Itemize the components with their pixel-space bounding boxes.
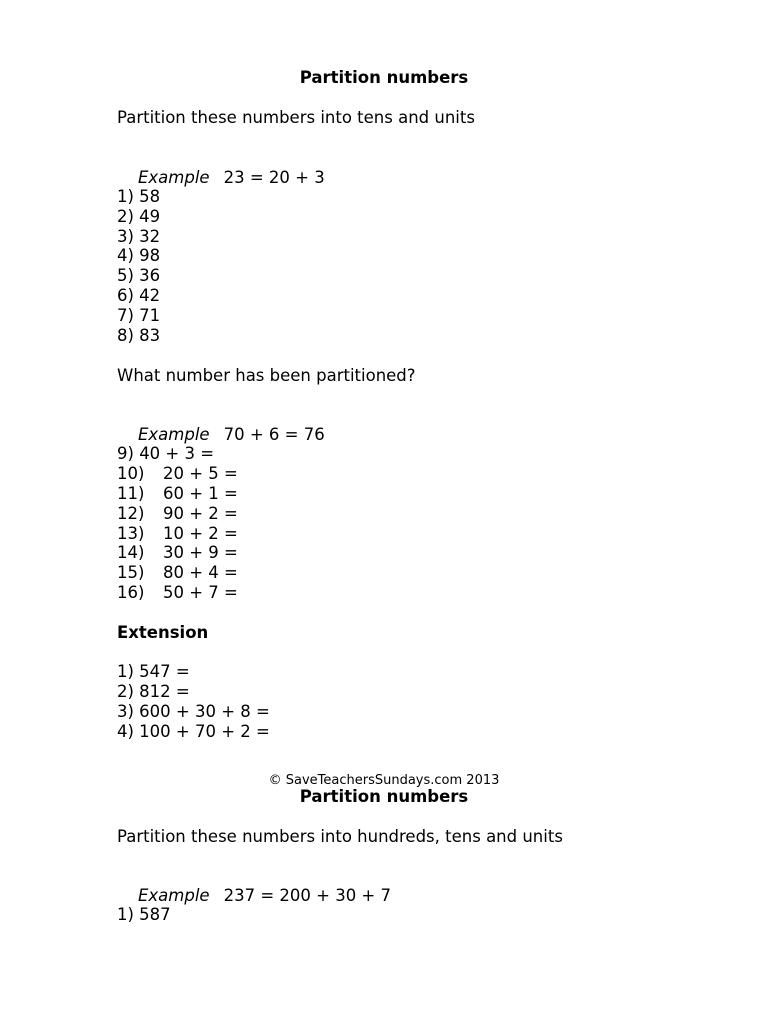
question-number: 16)	[117, 583, 145, 602]
question-expression: 50 + 7 =	[163, 583, 238, 602]
copyright-footer: © SaveTeachersSundays.com 2013	[268, 773, 500, 788]
page-title: Partition numbers	[299, 787, 469, 806]
example-equation: 70 + 6 = 76	[223, 425, 325, 444]
list-item	[117, 464, 238, 484]
list-item: 7) 71	[117, 306, 161, 325]
question-expression: 80 + 4 =	[163, 563, 238, 582]
question-number: 9)	[117, 444, 140, 463]
instruction-text: Partition these numbers into hundreds, tens and units	[117, 827, 563, 846]
list-item	[117, 504, 238, 524]
page-title: Partition numbers	[299, 68, 469, 87]
list-item	[117, 484, 238, 504]
example-label: Example	[137, 425, 210, 444]
example-label: Example	[137, 886, 210, 905]
example-label: Example	[137, 168, 210, 187]
list-item: 3) 32	[117, 227, 161, 246]
list-item: 1) 58	[117, 187, 161, 206]
question-expression: 10 + 2 =	[163, 524, 238, 543]
list-item: 8) 83	[117, 326, 161, 345]
question-number: 10)	[117, 464, 145, 483]
list-item	[117, 524, 238, 544]
list-item	[117, 583, 238, 603]
list-item	[117, 444, 214, 464]
list-item: 2) 49	[117, 207, 161, 226]
list-item: 2) 812 =	[117, 682, 190, 701]
list-item: 6) 42	[117, 286, 161, 305]
extension-heading: Extension	[117, 623, 209, 642]
question-number: 14)	[117, 543, 145, 562]
list-item: 5) 36	[117, 266, 161, 285]
list-item	[117, 543, 238, 563]
question-expression: 20 + 5 =	[163, 464, 238, 483]
example-equation: 23 = 20 + 3	[223, 168, 325, 187]
question-number: 11)	[117, 484, 145, 503]
question-expression: 30 + 9 =	[163, 543, 238, 562]
question-expression: 90 + 2 =	[163, 504, 238, 523]
list-item: 3) 600 + 30 + 8 =	[117, 702, 270, 721]
question-heading: What number has been partitioned?	[117, 366, 416, 385]
list-item: 1) 547 =	[117, 662, 190, 681]
list-item: 4) 98	[117, 246, 161, 265]
example-equation: 237 = 200 + 30 + 7	[223, 886, 392, 905]
question-expression: 40 + 3 =	[139, 444, 215, 463]
list-item: 4) 100 + 70 + 2 =	[117, 722, 270, 741]
question-number: 13)	[117, 524, 145, 543]
list-item: 1) 587	[117, 905, 171, 924]
question-number: 15)	[117, 563, 145, 582]
list-item	[117, 563, 238, 583]
question-number: 12)	[117, 504, 145, 523]
instruction-text: Partition these numbers into tens and units	[117, 108, 475, 127]
question-expression: 60 + 1 =	[163, 484, 238, 503]
